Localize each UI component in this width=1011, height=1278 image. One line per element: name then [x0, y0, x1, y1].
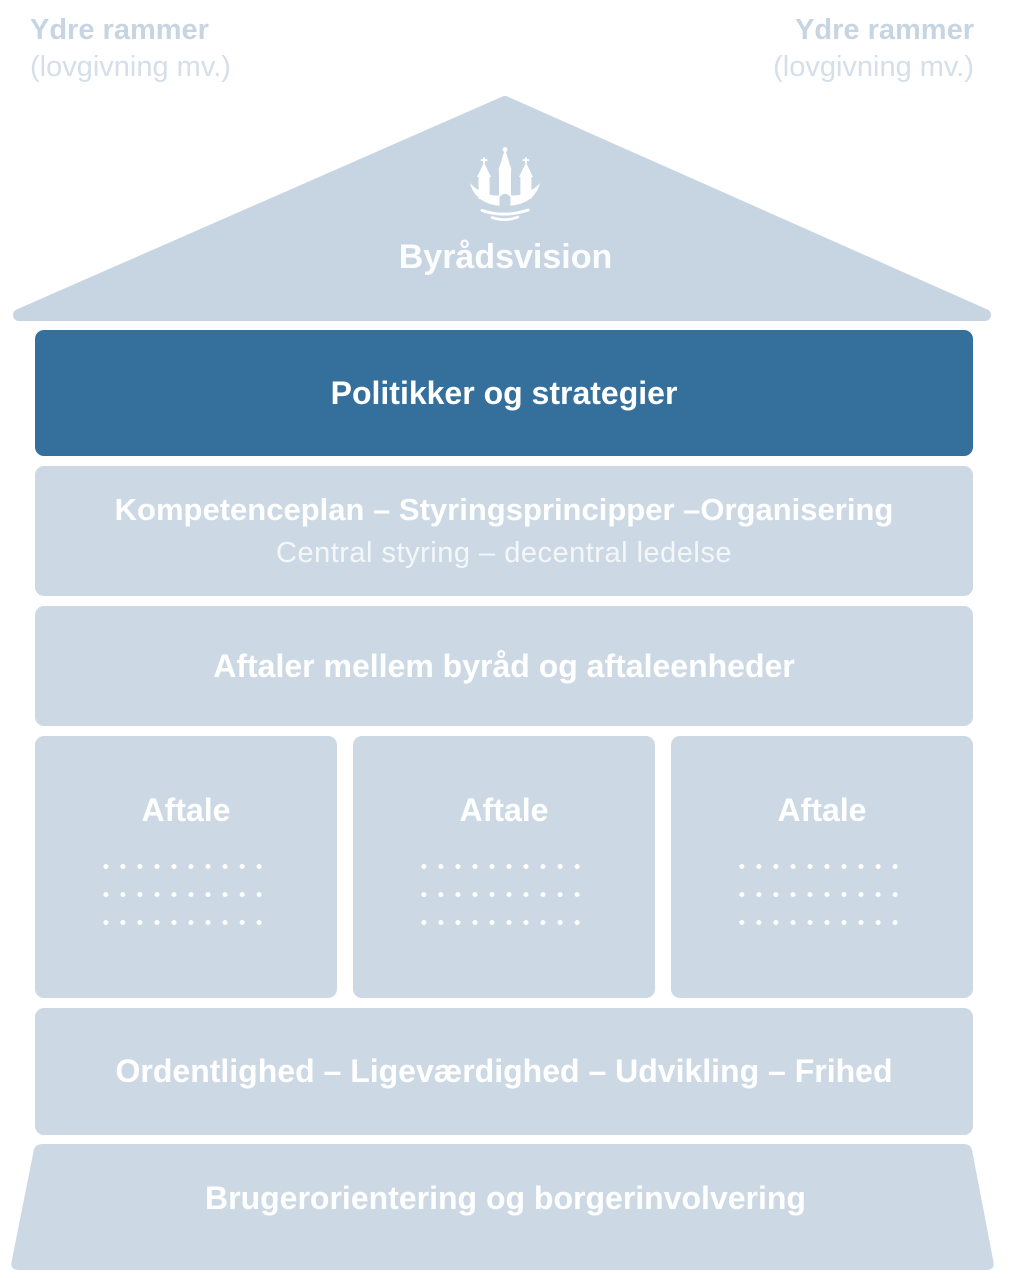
aftale-box — [353, 736, 655, 998]
outer-frame-subtitle: (lovgivning mv.) — [773, 51, 974, 83]
dotted-line: •••••••••• — [418, 886, 590, 906]
values-label: Ordentlighed – Ligeværdighed – Udvikling – Frihed — [115, 1053, 893, 1089]
competence-bar — [35, 466, 973, 596]
competence-subtitle: Central styring – decentral ledelse — [276, 537, 732, 569]
dotted-line: •••••••••• — [418, 858, 590, 878]
dotted-line: •••••••••• — [100, 914, 272, 934]
foundation-bar — [0, 1142, 1011, 1270]
aftale-dotted-lines — [101, 854, 271, 938]
outer-frame-title: Ydre rammer — [30, 14, 209, 46]
agreements-bar — [35, 606, 973, 726]
foundation-label: Brugerorientering og borgerinvolvering — [205, 1179, 806, 1216]
aftale-dotted-lines — [737, 854, 907, 938]
politics-strategies-label: Politikker og strategier — [330, 374, 678, 411]
dotted-line: •••••••••• — [100, 858, 272, 878]
competence-title: Kompetenceplan – Styringsprincipper –Organisering — [114, 492, 894, 527]
outer-frame-title: Ydre rammer — [795, 14, 974, 46]
dotted-line: •••••••••• — [418, 914, 590, 934]
aftale-dotted-lines — [419, 854, 589, 938]
agreements-label: Aftaler mellem byråd og aftaleenheder — [213, 647, 795, 684]
values-bar — [35, 1008, 973, 1135]
outer-frame-subtitle: (lovgivning mv.) — [30, 51, 231, 83]
aftale-box — [671, 736, 973, 998]
politics-strategies-bar — [35, 330, 973, 456]
dotted-line: •••••••••• — [736, 914, 908, 934]
dotted-line: •••••••••• — [736, 858, 908, 878]
aftale-box-title: Aftale — [459, 792, 549, 828]
castle-ship-icon — [469, 146, 541, 224]
dotted-line: •••••••••• — [736, 886, 908, 906]
aftale-box — [35, 736, 337, 998]
dotted-line: •••••••••• — [100, 886, 272, 906]
aftale-box-title: Aftale — [777, 792, 867, 828]
roof-title: Byrådsvision — [398, 238, 613, 276]
aftale-box-title: Aftale — [141, 792, 231, 828]
